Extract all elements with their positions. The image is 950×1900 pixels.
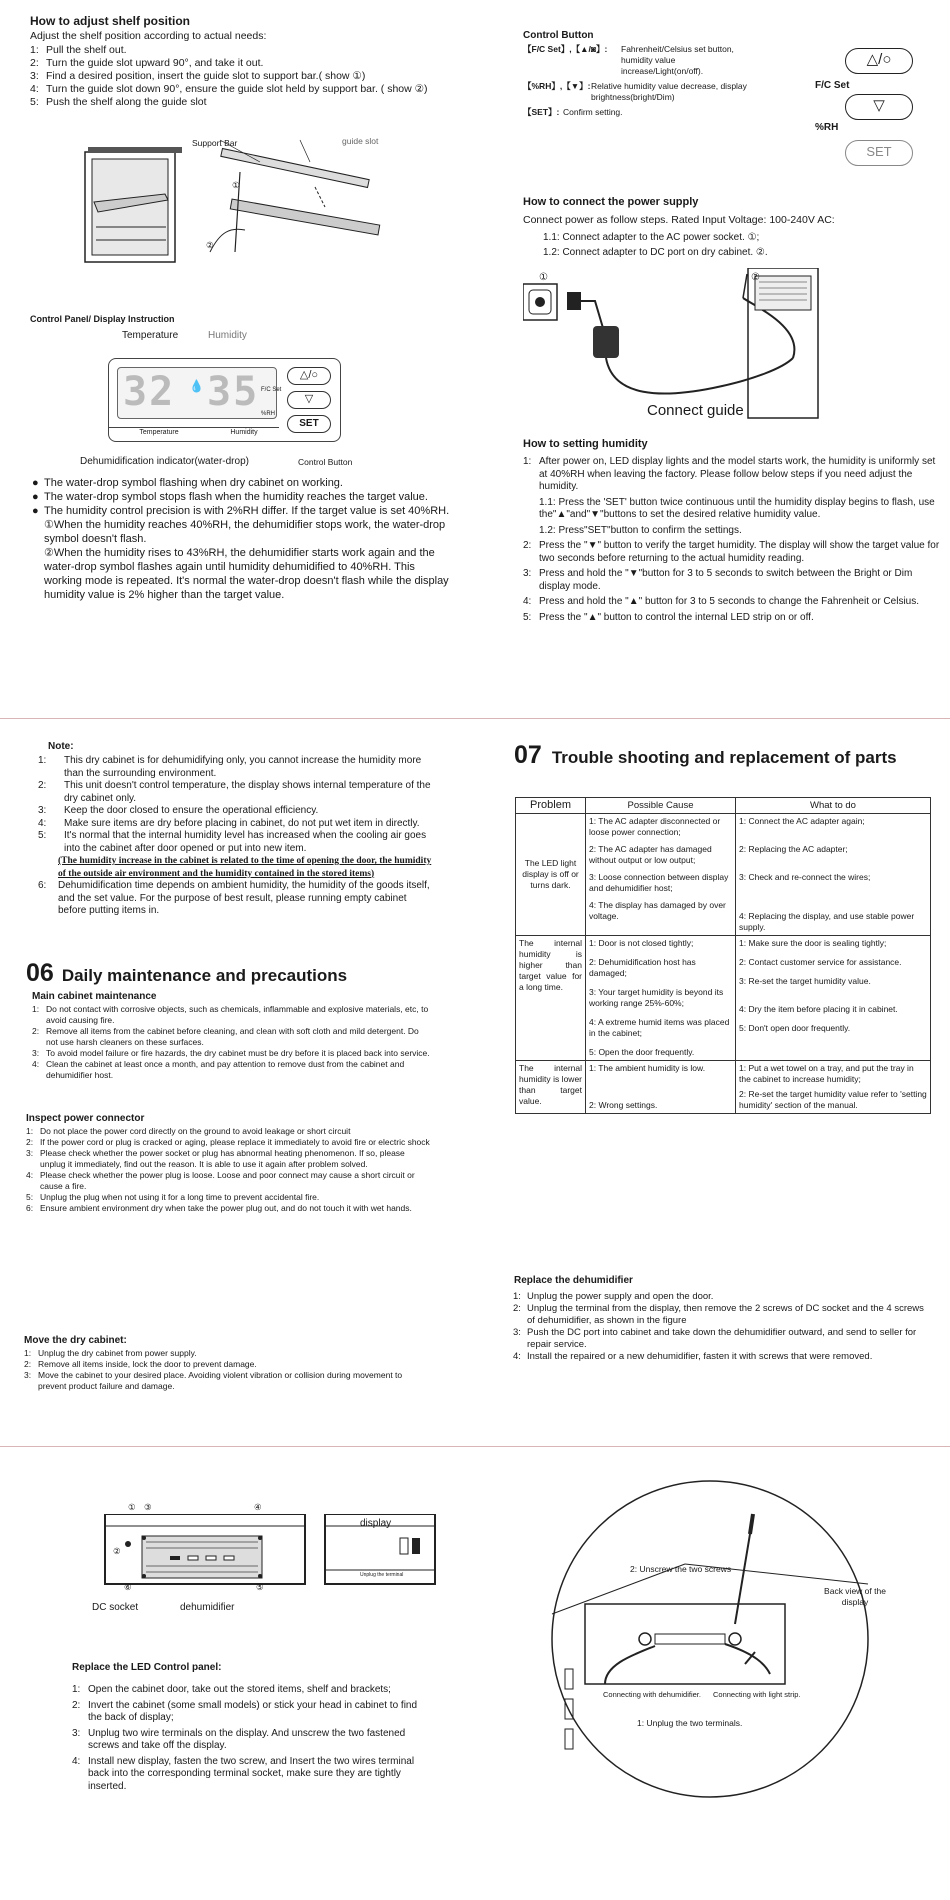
inspect-item: 6: Ensure ambient environment dry when take the power plug out, and do not touch it with wet hands.	[26, 1203, 412, 1213]
inspect-list	[26, 1126, 431, 1214]
unplug-terminals-label: 1: Unplug the two terminals.	[637, 1718, 743, 1728]
humidity-step: 1: After power on, LED display lights and the model starts work, the humidity is uniformly set at 40%RH when leaving the factory. Please follow below steps if you need adjust the humidity.	[523, 456, 936, 492]
cause-cell: 1: Door is not closed tightly; 2: Dehumidification host has damaged; 3: Your target humidity is beyond its working range 25%-60%; 4: A extreme humid items was placed in the cabinet; 5: Open the door frequently.	[586, 936, 736, 1061]
fix-cell: 1: Connect the AC adapter again; 2: Replacing the AC adapter; 3: Check and re-connect the wires; 4: Replacing the display, and use stable power supply.	[736, 814, 931, 936]
section-number: 07	[514, 741, 542, 769]
table-row	[516, 1061, 931, 1114]
humidity-title: How to setting humidity	[523, 438, 648, 450]
panel-title: Control Panel/ Display Instruction	[30, 314, 175, 324]
temperature-label: Temperature	[122, 330, 179, 341]
header-problem: Problem	[516, 798, 586, 814]
back-view-label: Back view of the display	[824, 1586, 886, 1607]
section-number: 06	[26, 959, 54, 987]
header-todo: What to do	[736, 798, 931, 814]
lcd-hum-caption: Humidity	[209, 427, 279, 436]
move-list	[24, 1348, 424, 1392]
power-step: 1.1: Connect adapter to the AC power socket. ①;	[543, 232, 760, 243]
cause-cell: 1: The AC adapter disconnected or loose power connection; 2: The AC adapter has damaged without output or low output; 3: Loose connection between display and dehumidifier host; 4: The display has damaged by over voltage.	[586, 814, 736, 936]
page-notes-maintenance	[0, 727, 475, 1439]
led-item: 1: Open the cabinet door, take out the stored items, shelf and brackets;	[72, 1684, 391, 1695]
note-item: 3: Keep the door closed to ensure the operational efficiency.	[38, 805, 319, 816]
sub-note-2: ②When the humidity rises to 43%RH, the dehumidifier starts work again and the water-drop symbol flashes again until humidity dehumidified to 40%RH. This working mode is repeated. It's normal the water-drop doesn't flash while the display humidity value is 2% higher than the target value.	[44, 547, 449, 601]
main-maint-title: Main cabinet maintenance	[32, 991, 157, 1002]
lcd-temp-digits: 32	[123, 369, 176, 415]
troubleshooting-table-wrap	[515, 797, 931, 1114]
lcd-hum-digits: 35	[207, 369, 260, 415]
down-button[interactable]: ▽	[287, 391, 331, 409]
shelf-step: 4: Turn the guide slot down 90°, ensure the guide slot held by support bar. ( show ②)	[30, 83, 428, 95]
led-replace-title: Replace the LED Control panel:	[72, 1662, 222, 1673]
note-item: 5: It's normal that the internal humidity level has increased when the cooling air goes into the cabinet after door opened or put into new item.	[38, 830, 427, 854]
section-title: Trouble shooting and replacement of parts	[551, 748, 897, 767]
unplug-terminal-label: Unplug the terminal	[360, 1572, 404, 1578]
rh-label: %RH	[815, 122, 839, 133]
replace-dehumidifier-list	[513, 1291, 933, 1363]
page-display-back-view	[475, 1454, 950, 1900]
humidity-step: 2: Press the "▼" button to verify the target humidity. The display will show the target value for two seconds before returning to the actual humidity reading.	[523, 540, 940, 564]
sub-note-1: ①When the humidity reaches 40%RH, the dehumidifier stops work, the water-drop symbol doesn't flash.	[44, 519, 446, 545]
bullet-item: ● The water-drop symbol stops flash when the humidity reaches the target value.	[32, 491, 428, 503]
page-divider	[0, 1446, 950, 1447]
maint-item: 2: Remove all items from the cabinet before cleaning, and clean with soft cloth and mild detergent. Do not use harsh cleaners on these surfaces.	[32, 1026, 419, 1047]
note-item: 1: This dry cabinet is for dehumidifying only, you cannot increase the humidity more than the surrounding environment.	[38, 755, 422, 779]
control-button-desc	[523, 44, 753, 118]
cb-line: 【%RH】,【▼】: Relative humidity value decrease, display brightness(bright/Dim)	[523, 81, 747, 102]
connect-dehumidifier-label: Connecting with dehumidifier.	[603, 1690, 701, 1699]
shelf-title: How to adjust shelf position	[30, 14, 190, 28]
power-steps	[543, 232, 768, 259]
marker-2: ②	[751, 272, 760, 283]
inspect-item: 4: Please check whether the power plug is loose. Loose and poor connect may cause a short circuit or cause a fire.	[26, 1170, 415, 1191]
replace-item: 4: Install the repaired or a new dehumidifier, fasten it with screws that were removed.	[513, 1351, 873, 1362]
lcd-panel	[108, 358, 341, 442]
section-07-heading	[514, 741, 897, 770]
maint-item: 4: Clean the cabinet at least once a month, and pay attention to remove dust from the cabinet and dehumidifier host.	[32, 1059, 405, 1080]
button-set[interactable]: SET	[845, 140, 913, 166]
note-item: 6: Dehumidification time depends on ambient humidity, the humidity of the goods itself, and the set value. For the purpose of best result, please running empty cabinet before putting items in.	[38, 880, 430, 916]
water-drop-icon: 💧	[189, 379, 204, 393]
shelf-step: 5: Push the shelf along the guide slot	[30, 96, 207, 108]
display-label: display	[360, 1518, 392, 1529]
section-title: Daily maintenance and precautions	[61, 966, 348, 985]
dc-socket-label: DC socket	[92, 1602, 139, 1613]
replace-dehumidifier-title: Replace the dehumidifier	[514, 1275, 633, 1286]
maint-item: 1: Do not contact with corrosive objects, such as chemicals, inflammable and explosive materials, etc, to avoid causing fire.	[32, 1004, 429, 1025]
power-intro: Connect power as follow steps. Rated Input Voltage: 100-240V AC:	[523, 214, 835, 226]
cb-line: 【SET】: Confirm setting.	[523, 107, 623, 117]
note-item: 2: This unit doesn't control temperature, the display shows internal temperature of the dry cabinet only.	[38, 780, 431, 804]
connect-guide-label: Connect guide	[647, 402, 744, 419]
cause-cell: 1: The ambient humidity is low. 2: Wrong settings.	[586, 1061, 736, 1114]
main-maint-list	[32, 1004, 432, 1081]
problem-cell: The LED light display is off or turns dark.	[516, 814, 586, 936]
set-button[interactable]: SET	[287, 415, 331, 433]
bullet-item: ● The water-drop symbol flashing when dry cabinet on working.	[32, 477, 343, 489]
humidity-label: Humidity	[208, 330, 247, 341]
fix-cell: 1: Make sure the door is sealing tightly; 2: Contact customer service for assistance. 3: Re-set the target humidity value. 4: Dry the item before placing it in cabinet. 5: Don't open door frequently.	[736, 936, 931, 1061]
led-replace-list	[72, 1684, 432, 1793]
led-item: 4: Install new display, fasten the two screw, and Insert the two wires terminal back into the corresponding terminal socket, make sure they are tightly inserted.	[72, 1755, 415, 1792]
lcd-fc-label: F/C Set	[261, 387, 282, 393]
dehumidifier-label: dehumidifier	[180, 1602, 235, 1613]
button-up-light[interactable]: △/○	[845, 48, 913, 74]
lcd-temp-caption: Temperature	[109, 427, 209, 436]
control-button-title: Control Button	[523, 30, 594, 41]
humidity-step: 1.1: Press the 'SET' button twice continuous until the humidity display begins to flash, use the"▲"and"▼"buttons to set the desired relative humidity value.	[539, 496, 935, 520]
shelf-steps	[30, 44, 445, 109]
fc-set-label: F/C Set	[815, 80, 850, 91]
display-back-view-diagram	[545, 1474, 885, 1804]
power-step: 1.2: Connect adapter to DC port on dry cabinet. ②.	[543, 246, 768, 258]
bullet-item: ● The humidity control precision is with 2%RH differ. If the target value is set 40%RH.	[32, 505, 450, 517]
control-button-caption: Control Button	[298, 457, 353, 467]
shelf-intro: Adjust the shelf position according to actual needs:	[30, 30, 267, 42]
marker-2: ②	[113, 1546, 121, 1556]
section-06-heading	[26, 959, 347, 988]
support-bar-label: Support Bar	[192, 138, 238, 148]
humidity-step: 1.2: Press"SET"button to confirm the settings.	[539, 524, 742, 536]
fix-cell: 1: Put a wet towel on a tray, and put the tray in the cabinet to increase humidity; 2: Re-set the target humidity value refer to 'setting humidity' section of the manual.	[736, 1061, 931, 1114]
move-item: 2: Remove all items inside, lock the door to prevent damage.	[24, 1359, 257, 1369]
humidity-step: 5: Press the "▲" button to control the internal LED strip on or off.	[523, 611, 814, 623]
marker-4: ④	[254, 1502, 262, 1512]
move-title: Move the dry cabinet:	[24, 1335, 127, 1346]
marker-5: ⑤	[256, 1582, 264, 1592]
table-row	[516, 936, 931, 1061]
problem-cell: The internal humidity is higher than target value for a long time.	[516, 936, 586, 1061]
troubleshooting-table	[515, 797, 931, 1114]
maint-item: 3: To avoid model failure or fire hazards, the dry cabinet must be dry before it is placed back into service.	[32, 1048, 430, 1058]
shelf-step: 1: Pull the shelf out.	[30, 44, 127, 56]
header-cause: Possible Cause	[586, 798, 736, 814]
shelf-step: 2: Turn the guide slot upward 90°, and take it out.	[30, 57, 264, 69]
light-up-button[interactable]: △/○	[287, 367, 331, 385]
inspect-item: 1: Do not place the power cord directly on the ground to avoid leakage or short circuit	[26, 1126, 351, 1136]
unscrew-label: 2: Unscrew the two screws	[630, 1564, 732, 1574]
marker-2: ②	[206, 240, 214, 250]
problem-cell: The internal humidity is lower than target value.	[516, 1061, 586, 1114]
inspect-item: 3: Please check whether the power socket or plug has abnormal heating phenomenon. If so, please unplug it immediately, find out the reason. It is able to use it again after problem solved.	[26, 1148, 405, 1169]
humidity-step: 4: Press and hold the "▲" button for 3 to 5 seconds to change the Fahrenheit or Celsius.	[523, 596, 919, 607]
led-item: 3: Unplug two wire terminals on the display. And unscrew the two fastened screws and take off the display.	[72, 1727, 406, 1751]
page-divider	[0, 718, 950, 719]
led-item: 2: Invert the cabinet (some small models) or stick your head in cabinet to find the back of display;	[72, 1699, 418, 1723]
shelf-illustration	[70, 132, 430, 282]
marker-3: ③	[144, 1502, 152, 1512]
button-down[interactable]: ▽	[845, 94, 913, 120]
marker-1: ①	[128, 1502, 136, 1512]
humidity-steps	[523, 456, 943, 624]
move-item: 3: Move the cabinet to your desired place. Avoiding violent vibration or collision during movement to prevent product failure and damage.	[24, 1370, 403, 1391]
note-item: 4: Make sure items are dry before placing in cabinet, do not put wet item in directly.	[38, 817, 420, 829]
marker-6: ⑥	[124, 1582, 132, 1592]
marker-1: ①	[232, 180, 240, 190]
shelf-step: 3: Find a desired position, insert the guide slot to support bar.( show ①)	[30, 70, 366, 82]
inspect-item: 5: Unplug the plug when not using it for a long time to prevent accidental fire.	[26, 1192, 320, 1202]
inspect-item: 2: If the power cord or plug is cracked or aging, please replace it immediately to avoid fire or electric shock	[26, 1137, 430, 1147]
page-replace-led	[0, 1454, 475, 1900]
guide-slot-label: guide slot	[342, 136, 379, 146]
lcd-rh-label: %RH	[261, 411, 276, 417]
cb-line: 【F/C Set】,【▲/◙】: Fahrenheit/Celsius set button, humidity value increase/Light(on/off).	[523, 44, 734, 76]
note-title: Note:	[48, 741, 74, 752]
page-controls-power-humidity	[475, 0, 950, 712]
table-header-row	[516, 798, 931, 814]
humidity-step: 3: Press and hold the "▼"button for 3 to 5 seconds to switch between the Bright or Dim display mode.	[523, 568, 913, 592]
move-item: 1: Unplug the dry cabinet from power supply.	[24, 1348, 197, 1358]
page-troubleshooting	[475, 727, 950, 1439]
marker-1: ①	[539, 272, 548, 283]
replace-item: 3: Push the DC port into cabinet and take down the dehumidifier outward, and send to seller for repair service.	[513, 1327, 917, 1350]
inspect-title: Inspect power connector	[26, 1113, 145, 1124]
page-shelf-and-panel	[0, 0, 475, 712]
indicator-caption: Dehumidification indicator(water-drop)	[80, 456, 249, 467]
power-title: How to connect the power supply	[523, 196, 699, 208]
replace-item: 1: Unplug the power supply and open the door.	[513, 1291, 714, 1302]
connect-light-strip-label: Connecting with light strip.	[713, 1690, 801, 1699]
notes-list	[38, 755, 433, 918]
replace-item: 2: Unplug the terminal from the display, then remove the 2 screws of DC socket and the 4 screws of dehumidifier, as shown in the figure	[513, 1303, 924, 1326]
panel-notes	[32, 476, 452, 602]
note-5-detail: (The humidity increase in the cabinet is related to the time of opening the door, the humidity of the outside air environment and the humidity contained in the stored items)	[58, 856, 432, 879]
table-row	[516, 814, 931, 936]
